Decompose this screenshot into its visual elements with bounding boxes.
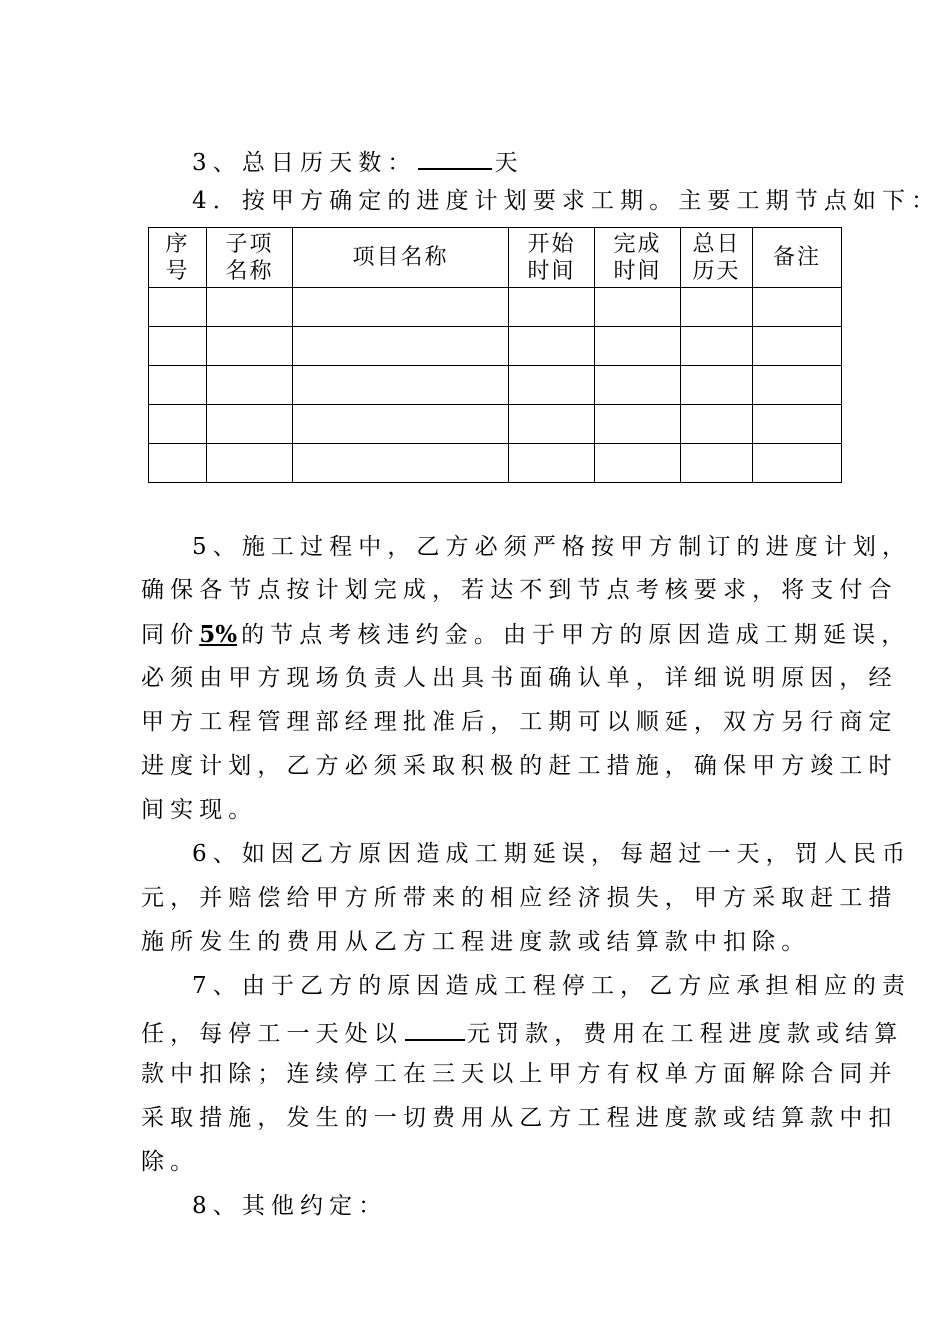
table-cell: [509, 444, 595, 483]
item-5-line-5: 甲方工程管理部经理批准后，工期可以顺延，双方另行商定: [141, 709, 898, 735]
table-cell: [595, 288, 681, 327]
table-cell: [149, 327, 207, 366]
table-cell: [595, 405, 681, 444]
table-cell: [293, 288, 509, 327]
table-cell: [681, 444, 753, 483]
item-5-line-7: 间实现。: [141, 797, 258, 823]
item-3-label: 3、总日历天数：: [192, 150, 417, 176]
table-cell: [293, 405, 509, 444]
header-start-time: 开始 时间: [509, 228, 595, 288]
item-3-unit: 天: [494, 150, 524, 176]
item-6-line-2: 元，并赔偿给甲方所带来的相应经济损失，甲方采取赶工措: [141, 885, 898, 911]
item-7-line-5: 除。: [141, 1149, 200, 1175]
total-days-blank: [418, 148, 492, 170]
table-cell: [753, 327, 842, 366]
table-cell: [509, 366, 595, 405]
table-cell: [595, 327, 681, 366]
header-finish-time: 完成 时间: [595, 228, 681, 288]
item-5-line-3-post: 的节点考核违约金。由于甲方的原因造成工期延误，: [241, 622, 911, 648]
item-5-line-3: [141, 623, 910, 647]
table-cell: [753, 366, 842, 405]
table-cell: [293, 327, 509, 366]
item-3-total-days: [192, 148, 524, 175]
table-cell: [207, 366, 293, 405]
table-cell: [509, 288, 595, 327]
table-cell: [753, 444, 842, 483]
table-cell: [681, 288, 753, 327]
table-cell: [149, 444, 207, 483]
header-subitem-name: 子项 名称: [207, 228, 293, 288]
header-remarks: 备注: [753, 228, 842, 288]
item-5-line-6: 进度计划，乙方必须采取积极的赶工措施，确保甲方竣工时: [141, 753, 898, 779]
item-5-line-3-pre: 同价: [141, 622, 200, 648]
schedule-table: [148, 227, 842, 483]
table-cell: [207, 444, 293, 483]
header-serial-no: 序 号: [149, 228, 207, 288]
table-header-row: [149, 228, 842, 288]
table-cell: [149, 288, 207, 327]
item-7-line-2-post: 元罚款，费用在工程进度款或结算: [466, 1021, 904, 1047]
table-cell: [207, 327, 293, 366]
table-cell: [509, 405, 595, 444]
item-7-line-4: 采取措施，发生的一切费用从乙方工程进度款或结算款中扣: [141, 1105, 898, 1131]
table-row: [149, 444, 842, 483]
item-5-line-1: 5、施工过程中，乙方必须严格按甲方制订的进度计划，: [192, 534, 912, 560]
header-calendar-days: 总日 历天: [681, 228, 753, 288]
item-5-line-2: 确保各节点按计划完成，若达不到节点考核要求，将支付合: [141, 577, 898, 603]
item-7-line-2: [141, 1019, 903, 1046]
table-row: [149, 327, 842, 366]
item-8-other-agreements: 8、其他约定：: [192, 1193, 388, 1219]
item-7-line-1: 7、由于乙方的原因造成工程停工，乙方应承担相应的责: [192, 973, 912, 999]
item-7-line-3: 款中扣除；连续停工在三天以上甲方有权单方面解除合同并: [141, 1061, 898, 1087]
table-cell: [293, 366, 509, 405]
header-project-name: 项目名称: [293, 228, 509, 288]
table-row: [149, 366, 842, 405]
item-5-line-4: 必须由甲方现场负责人出具书面确认单，详细说明原因，经: [141, 665, 898, 691]
daily-fine-blank: [405, 1019, 465, 1041]
table-row: [149, 288, 842, 327]
table-cell: [753, 288, 842, 327]
table-row: [149, 405, 842, 444]
item-6-line-1: 6、如因乙方原因造成工期延误，每超过一天，罚人民币: [192, 841, 912, 867]
table-cell: [681, 327, 753, 366]
table-cell: [207, 405, 293, 444]
item-7-line-2-pre: 任，每停工一天处以: [141, 1021, 403, 1047]
table-cell: [681, 366, 753, 405]
table-cell: [753, 405, 842, 444]
penalty-percent: 5%: [199, 621, 238, 648]
table-cell: [681, 405, 753, 444]
table-cell: [509, 327, 595, 366]
table-cell: [293, 444, 509, 483]
table-cell: [207, 288, 293, 327]
table-cell: [595, 366, 681, 405]
table-cell: [149, 405, 207, 444]
table-cell: [595, 444, 681, 483]
item-4-schedule-intro: 4．按甲方确定的进度计划要求工期。主要工期节点如下：: [192, 188, 941, 214]
item-6-line-3: 施所发生的费用从乙方工程进度款或结算款中扣除。: [141, 929, 811, 955]
table-cell: [149, 366, 207, 405]
